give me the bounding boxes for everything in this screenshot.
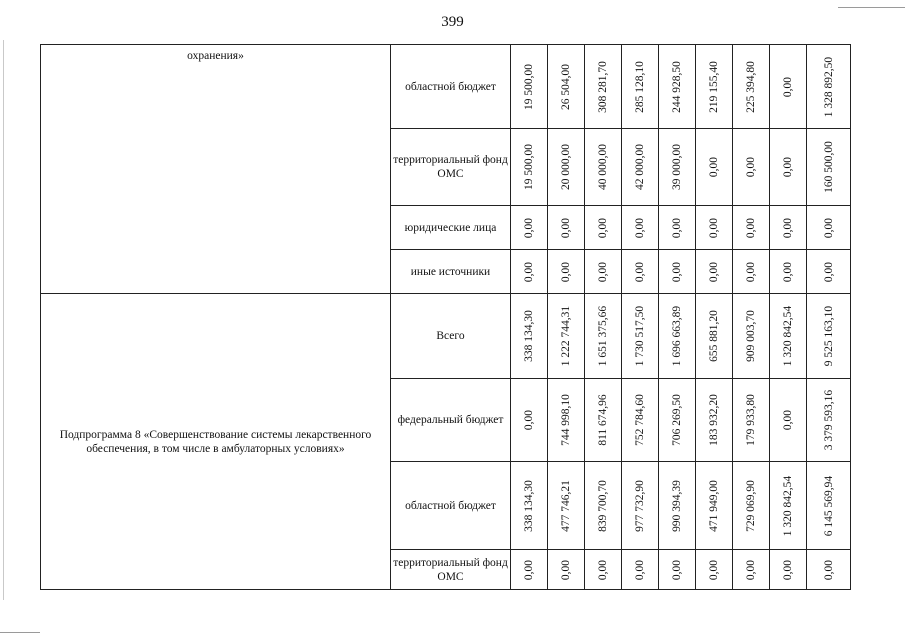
year-value-cell — [548, 550, 585, 590]
year-value-cell — [770, 45, 807, 129]
year-value-cell — [585, 550, 622, 590]
amount-text: 0,00 — [822, 217, 835, 238]
amount-text: 183 932,20 — [708, 394, 720, 446]
amount-text: 729 069,90 — [745, 479, 757, 532]
year-value-cell — [585, 45, 622, 129]
amount-text: 0,00 — [782, 76, 794, 97]
year-value-cell — [511, 379, 548, 462]
amount-text: 990 394,39 — [671, 479, 683, 532]
amount-text: 477 746,21 — [560, 479, 572, 532]
amount-text: 1 696 663,89 — [671, 305, 683, 367]
amount-text: 0,00 — [745, 217, 757, 238]
amount-text: 179 933,80 — [745, 394, 757, 446]
amount-text: 19 500,00 — [523, 144, 535, 190]
year-value-cell — [548, 462, 585, 550]
amount-text: 0,00 — [822, 559, 835, 580]
scan-artifact-line — [0, 632, 40, 633]
year-value-cell — [733, 129, 770, 206]
year-value-cell — [659, 250, 696, 294]
amount-text: 0,00 — [822, 261, 835, 282]
total-value-cell — [807, 550, 851, 590]
amount-text: 0,00 — [560, 217, 572, 238]
year-value-cell — [548, 294, 585, 379]
amount-text: 0,00 — [597, 559, 609, 580]
table-row — [41, 294, 851, 379]
total-value-cell — [807, 45, 851, 129]
funding-source-cell: областной бюджет — [391, 462, 511, 550]
year-value-cell — [733, 379, 770, 462]
amount-text: 0,00 — [671, 217, 683, 238]
amount-text: 0,00 — [597, 261, 609, 282]
year-value-cell — [511, 294, 548, 379]
amount-text: 0,00 — [634, 559, 646, 580]
amount-text: 977 732,90 — [634, 479, 646, 532]
amount-text: 0,00 — [782, 217, 794, 238]
year-value-cell — [659, 129, 696, 206]
year-value-cell — [770, 379, 807, 462]
amount-text: 0,00 — [523, 559, 535, 580]
year-value-cell — [622, 550, 659, 590]
year-value-cell — [733, 462, 770, 550]
year-value-cell — [770, 206, 807, 250]
year-value-cell — [548, 379, 585, 462]
amount-text: 40 000,00 — [597, 144, 609, 190]
amount-text: 909 003,70 — [745, 310, 757, 362]
amount-text: 752 784,60 — [634, 394, 646, 446]
program-name-cell: охранения» — [41, 45, 391, 294]
amount-text: 0,00 — [523, 261, 535, 282]
amount-text: 706 269,50 — [671, 394, 683, 446]
amount-text: 244 928,50 — [671, 60, 683, 113]
year-value-cell — [733, 206, 770, 250]
amount-text: 839 700,70 — [597, 479, 609, 532]
year-value-cell — [585, 129, 622, 206]
year-value-cell — [622, 294, 659, 379]
amount-text: 471 949,00 — [708, 479, 720, 532]
total-value-cell — [807, 129, 851, 206]
year-value-cell — [696, 129, 733, 206]
amount-text: 744 998,10 — [560, 394, 572, 446]
year-value-cell — [585, 206, 622, 250]
year-value-cell — [622, 129, 659, 206]
amount-text: 160 500,00 — [822, 141, 835, 193]
total-value-cell — [807, 294, 851, 379]
funding-source-cell: областной бюджет — [391, 45, 511, 129]
amount-text: 219 155,40 — [708, 60, 720, 113]
year-value-cell — [511, 206, 548, 250]
year-value-cell — [659, 550, 696, 590]
year-value-cell — [511, 550, 548, 590]
funding-source-cell: федеральный бюджет — [391, 379, 511, 462]
year-value-cell — [696, 250, 733, 294]
year-value-cell — [733, 250, 770, 294]
year-value-cell — [548, 45, 585, 129]
year-value-cell — [622, 379, 659, 462]
total-value-cell — [807, 379, 851, 462]
amount-text: 338 134,30 — [523, 310, 535, 362]
amount-text: 1 320 842,54 — [782, 305, 794, 367]
year-value-cell — [622, 462, 659, 550]
amount-text: 0,00 — [708, 217, 720, 238]
funding-source-cell: Всего — [391, 294, 511, 379]
year-value-cell — [696, 45, 733, 129]
year-value-cell — [622, 206, 659, 250]
amount-text: 0,00 — [523, 409, 535, 431]
year-value-cell — [511, 129, 548, 206]
amount-text: 0,00 — [782, 156, 794, 178]
year-value-cell — [696, 550, 733, 590]
amount-text: 0,00 — [708, 261, 720, 282]
amount-text: 1 320 842,54 — [782, 475, 794, 536]
table-row — [41, 45, 851, 129]
amount-text: 0,00 — [782, 559, 794, 580]
amount-text: 6 145 569,94 — [822, 475, 835, 536]
year-value-cell — [733, 45, 770, 129]
amount-text: 0,00 — [671, 559, 683, 580]
year-value-cell — [659, 206, 696, 250]
amount-text: 3 379 593,16 — [822, 389, 835, 451]
year-value-cell — [770, 129, 807, 206]
amount-text: 338 134,30 — [523, 479, 535, 532]
year-value-cell — [659, 294, 696, 379]
year-value-cell — [585, 462, 622, 550]
year-value-cell — [659, 462, 696, 550]
total-value-cell — [807, 250, 851, 294]
funding-source-cell: юридические лица — [391, 206, 511, 250]
amount-text: 0,00 — [708, 156, 720, 178]
amount-text: 0,00 — [745, 559, 757, 580]
amount-text: 20 000,00 — [560, 144, 572, 190]
year-value-cell — [511, 45, 548, 129]
year-value-cell — [770, 550, 807, 590]
year-value-cell — [696, 462, 733, 550]
funding-source-cell: территориальный фонд ОМС — [391, 550, 511, 590]
program-name-cell: Подпрограмма 8 «Совершенствование системы лекарственного обеспечения, в том числе в амбулаторных условиях» — [41, 294, 391, 590]
year-value-cell — [585, 294, 622, 379]
amount-text: 39 000,00 — [671, 144, 683, 190]
amount-text: 655 881,20 — [708, 310, 720, 362]
year-value-cell — [770, 250, 807, 294]
total-value-cell — [807, 462, 851, 550]
year-value-cell — [770, 462, 807, 550]
total-value-cell — [807, 206, 851, 250]
year-value-cell — [659, 45, 696, 129]
amount-text: 0,00 — [782, 409, 794, 431]
year-value-cell — [585, 379, 622, 462]
year-value-cell — [659, 379, 696, 462]
amount-text: 42 000,00 — [634, 144, 646, 190]
amount-text: 19 500,00 — [523, 63, 535, 110]
amount-text: 0,00 — [597, 217, 609, 238]
amount-text: 0,00 — [634, 217, 646, 238]
amount-text: 1 730 517,50 — [634, 305, 646, 367]
amount-text: 308 281,70 — [597, 60, 609, 113]
funding-source-cell: иные источники — [391, 250, 511, 294]
amount-text: 0,00 — [634, 261, 646, 282]
year-value-cell — [733, 550, 770, 590]
funding-source-cell: территориальный фонд ОМС — [391, 129, 511, 206]
amount-text: 0,00 — [745, 261, 757, 282]
amount-text: 285 128,10 — [634, 60, 646, 113]
amount-text: 26 504,00 — [560, 63, 572, 110]
year-value-cell — [733, 294, 770, 379]
scan-artifact-line — [838, 7, 905, 8]
amount-text: 1 328 892,50 — [822, 56, 835, 117]
year-value-cell — [622, 45, 659, 129]
year-value-cell — [696, 206, 733, 250]
amount-text: 1 651 375,66 — [597, 305, 609, 367]
year-value-cell — [511, 462, 548, 550]
amount-text: 1 222 744,31 — [560, 305, 572, 367]
amount-text: 0,00 — [560, 261, 572, 282]
year-value-cell — [585, 250, 622, 294]
year-value-cell — [622, 250, 659, 294]
scan-artifact-line — [3, 40, 4, 600]
page-number: 399 — [441, 14, 464, 30]
amount-text: 225 394,80 — [745, 60, 757, 113]
amount-text: 0,00 — [782, 261, 794, 282]
year-value-cell — [548, 129, 585, 206]
amount-text: 0,00 — [523, 217, 535, 238]
amount-text: 0,00 — [708, 559, 720, 580]
year-value-cell — [511, 250, 548, 294]
amount-text: 9 525 163,10 — [822, 305, 835, 367]
year-value-cell — [548, 206, 585, 250]
year-value-cell — [548, 250, 585, 294]
amount-text: 811 674,96 — [597, 394, 609, 446]
amount-text: 0,00 — [560, 559, 572, 580]
year-value-cell — [696, 379, 733, 462]
year-value-cell — [696, 294, 733, 379]
year-value-cell — [770, 294, 807, 379]
amount-text: 0,00 — [745, 156, 757, 178]
funding-table — [40, 44, 851, 590]
amount-text: 0,00 — [671, 261, 683, 282]
